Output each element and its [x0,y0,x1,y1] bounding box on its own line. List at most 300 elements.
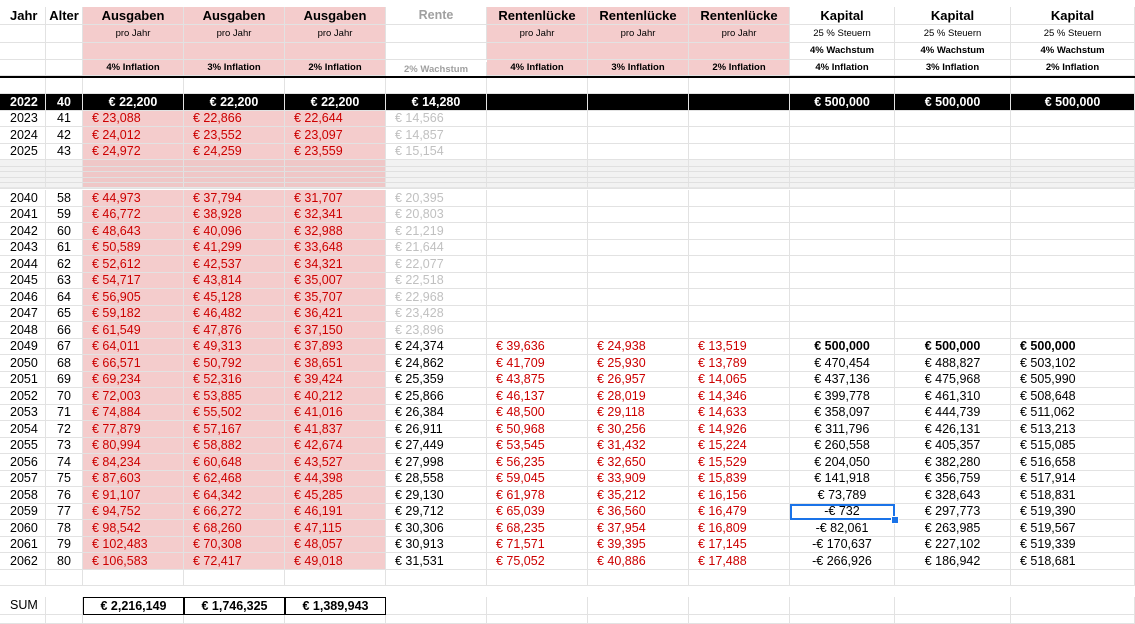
col-header-rentenluecke[interactable] [689,7,790,25]
rentenluecke-cell[interactable] [487,405,588,422]
rentenluecke-cell[interactable] [689,355,790,372]
sum-a3[interactable] [184,597,285,615]
rentenluecke-cell[interactable] [588,520,689,537]
kapital-cell[interactable] [895,487,1011,504]
kapital-cell[interactable] [895,322,1011,339]
kapital-cell[interactable] [790,240,895,257]
kapital-cell[interactable] [1011,339,1135,356]
row-alter[interactable] [46,144,83,161]
kapital-cell[interactable] [1011,520,1135,537]
ausgaben-cell[interactable] [285,520,386,537]
subheader-inflation[interactable] [285,60,386,76]
empty-cell[interactable] [588,78,689,94]
subheader-wachstum[interactable] [895,43,1011,60]
empty-cell[interactable] [689,597,790,615]
row-jahr[interactable] [0,454,46,471]
rentenluecke-cell[interactable] [487,454,588,471]
rentenluecke-cell[interactable] [588,454,689,471]
rentenluecke-cell[interactable] [487,240,588,257]
kapital-cell[interactable] [790,127,895,144]
kapital-cell[interactable] [1011,438,1135,455]
rentenluecke-cell[interactable] [689,306,790,323]
kapital-cell[interactable] [895,471,1011,488]
rentenluecke-cell[interactable] [487,127,588,144]
kapital-cell[interactable] [1011,322,1135,339]
row-jahr[interactable] [0,405,46,422]
kapital-cell[interactable] [1011,289,1135,306]
rentenluecke-cell[interactable] [689,471,790,488]
rentenluecke-cell[interactable] [689,322,790,339]
subheader-inflation[interactable] [184,60,285,76]
subheader-pro-jahr[interactable] [184,25,285,43]
kapital-cell[interactable] [895,306,1011,323]
ausgaben-cell[interactable] [184,537,285,554]
rentenluecke-cell[interactable] [689,421,790,438]
subheader-steuern[interactable] [790,25,895,43]
ausgaben-cell[interactable] [83,421,184,438]
subheader-inflation[interactable] [487,60,588,76]
kapital-cell[interactable] [895,144,1011,161]
ausgaben-cell[interactable] [285,487,386,504]
rentenluecke-cell[interactable] [689,372,790,389]
empty-cell[interactable] [689,615,790,624]
rentenluecke-cell[interactable] [487,94,588,111]
row-jahr[interactable] [0,388,46,405]
row-jahr[interactable] [0,322,46,339]
row-alter[interactable] [46,339,83,356]
kapital-cell[interactable] [1011,127,1135,144]
ausgaben-cell[interactable] [83,487,184,504]
sum-a2[interactable] [285,597,386,615]
empty-cell[interactable] [588,188,689,189]
rente-cell[interactable] [386,537,487,554]
kapital-cell[interactable] [1011,256,1135,273]
ausgaben-cell[interactable] [83,190,184,207]
kapital-cell[interactable] [1011,190,1135,207]
ausgaben-cell[interactable] [83,454,184,471]
rente-cell[interactable] [386,355,487,372]
ausgaben-cell[interactable] [83,306,184,323]
rentenluecke-cell[interactable] [487,421,588,438]
rente-cell[interactable] [386,289,487,306]
rente-cell[interactable] [386,553,487,570]
col-header-kapital[interactable] [895,7,1011,25]
row-alter[interactable] [46,405,83,422]
rente-cell[interactable] [386,405,487,422]
ausgaben-cell[interactable] [184,504,285,521]
rentenluecke-cell[interactable] [588,111,689,128]
empty-cell[interactable] [46,60,83,76]
empty-cell[interactable] [895,570,1011,586]
ausgaben-cell[interactable] [83,520,184,537]
rentenluecke-cell[interactable] [588,553,689,570]
kapital-cell[interactable] [1011,405,1135,422]
ausgaben-cell[interactable] [83,537,184,554]
kapital-cell[interactable] [1011,306,1135,323]
empty-cell[interactable] [895,78,1011,94]
fill-handle[interactable] [891,516,899,524]
ausgaben-cell[interactable] [184,454,285,471]
rentenluecke-cell[interactable] [689,190,790,207]
rente-cell[interactable] [386,454,487,471]
row-jahr[interactable] [0,487,46,504]
ausgaben-cell[interactable] [285,454,386,471]
kapital-cell[interactable] [895,553,1011,570]
ausgaben-cell[interactable] [184,553,285,570]
kapital-cell[interactable] [790,339,895,356]
rentenluecke-cell[interactable] [689,289,790,306]
kapital-cell[interactable] [790,223,895,240]
rentenluecke-cell[interactable] [588,306,689,323]
ausgaben-cell[interactable] [83,405,184,422]
kapital-cell[interactable] [790,256,895,273]
row-jahr[interactable] [0,306,46,323]
empty-cell[interactable] [0,570,46,586]
empty-cell[interactable] [588,615,689,624]
row-jahr[interactable] [0,504,46,521]
col-header-ausgaben[interactable] [83,7,184,25]
row-jahr[interactable] [0,537,46,554]
ausgaben-cell[interactable] [83,240,184,257]
ausgaben-cell[interactable] [184,372,285,389]
rentenluecke-cell[interactable] [588,322,689,339]
rentenluecke-cell[interactable] [689,438,790,455]
subheader-pro-jahr[interactable] [588,25,689,43]
empty-cell[interactable] [487,570,588,586]
subheader-inflation[interactable] [689,60,790,76]
ausgaben-cell[interactable] [184,190,285,207]
kapital-cell[interactable] [790,273,895,290]
kapital-cell[interactable] [1011,355,1135,372]
ausgaben-cell[interactable] [83,372,184,389]
ausgaben-cell[interactable] [285,405,386,422]
rentenluecke-cell[interactable] [487,438,588,455]
row-jahr[interactable] [0,223,46,240]
row-alter[interactable] [46,306,83,323]
kapital-cell[interactable] [1011,553,1135,570]
empty-cell[interactable] [386,597,487,615]
ausgaben-cell[interactable] [83,438,184,455]
ausgaben-cell[interactable] [184,273,285,290]
kapital-cell[interactable] [895,273,1011,290]
subheader-pro-jahr[interactable] [83,25,184,43]
ausgaben-cell[interactable] [285,111,386,128]
kapital-cell[interactable] [790,537,895,554]
row-jahr[interactable] [0,207,46,224]
selected-cell[interactable] [790,504,895,521]
rentenluecke-cell[interactable] [689,223,790,240]
subheader-wachstum[interactable] [1011,43,1135,60]
rente-cell[interactable] [386,339,487,356]
rentenluecke-cell[interactable] [689,487,790,504]
ausgaben-cell[interactable] [184,421,285,438]
rente-cell[interactable] [386,144,487,161]
rentenluecke-cell[interactable] [689,405,790,422]
empty-cell[interactable] [1011,188,1135,189]
rentenluecke-cell[interactable] [588,372,689,389]
col-header-kapital[interactable] [1011,7,1135,25]
empty-cell[interactable] [487,615,588,624]
row-alter[interactable] [46,322,83,339]
empty-cell[interactable] [588,570,689,586]
rente-cell[interactable] [386,471,487,488]
row-jahr[interactable] [0,256,46,273]
ausgaben-cell[interactable] [285,256,386,273]
rentenluecke-cell[interactable] [689,256,790,273]
subheader-inflation[interactable] [895,60,1011,76]
subheader-pro-jahr[interactable] [689,25,790,43]
subheader-steuern[interactable] [895,25,1011,43]
kapital-cell[interactable] [895,372,1011,389]
rentenluecke-cell[interactable] [487,520,588,537]
rente-cell[interactable] [386,94,487,111]
row-jahr[interactable] [0,438,46,455]
ausgaben-cell[interactable] [184,438,285,455]
ausgaben-cell[interactable] [184,388,285,405]
empty-cell[interactable] [386,43,487,60]
rente-cell[interactable] [386,256,487,273]
ausgaben-cell[interactable] [285,289,386,306]
ausgaben-cell[interactable] [83,111,184,128]
empty-cell[interactable] [46,615,83,624]
empty-cell[interactable] [83,43,184,60]
rentenluecke-cell[interactable] [689,537,790,554]
empty-cell[interactable] [0,78,46,94]
rentenluecke-cell[interactable] [689,144,790,161]
ausgaben-cell[interactable] [285,144,386,161]
ausgaben-cell[interactable] [184,223,285,240]
rente-cell[interactable] [386,127,487,144]
empty-cell[interactable] [285,43,386,60]
ausgaben-cell[interactable] [83,322,184,339]
kapital-cell[interactable] [790,111,895,128]
kapital-cell[interactable] [895,223,1011,240]
subheader-inflation[interactable] [1011,60,1135,76]
row-jahr[interactable] [0,111,46,128]
row-alter[interactable] [46,190,83,207]
rentenluecke-cell[interactable] [689,520,790,537]
rente-cell[interactable] [386,306,487,323]
empty-cell[interactable] [0,25,46,43]
rentenluecke-cell[interactable] [588,144,689,161]
empty-cell[interactable] [285,570,386,586]
kapital-cell[interactable] [790,306,895,323]
kapital-cell[interactable] [790,144,895,161]
empty-cell[interactable] [285,188,386,189]
ausgaben-cell[interactable] [184,487,285,504]
kapital-cell[interactable] [1011,421,1135,438]
rente-cell[interactable] [386,388,487,405]
row-alter[interactable] [46,111,83,128]
rentenluecke-cell[interactable] [487,372,588,389]
rentenluecke-cell[interactable] [487,273,588,290]
ausgaben-cell[interactable] [184,240,285,257]
rente-cell[interactable] [386,520,487,537]
empty-cell[interactable] [487,43,588,60]
subheader-pro-jahr[interactable] [487,25,588,43]
ausgaben-cell[interactable] [83,504,184,521]
rentenluecke-cell[interactable] [588,207,689,224]
rente-cell[interactable] [386,504,487,521]
empty-cell[interactable] [46,25,83,43]
subheader-pro-jahr[interactable] [285,25,386,43]
ausgaben-cell[interactable] [285,355,386,372]
ausgaben-cell[interactable] [83,388,184,405]
col-header-jahr[interactable] [0,7,46,25]
ausgaben-cell[interactable] [83,144,184,161]
ausgaben-cell[interactable] [184,306,285,323]
row-alter[interactable] [46,256,83,273]
subheader-inflation[interactable] [790,60,895,76]
empty-cell[interactable] [790,188,895,189]
kapital-cell[interactable] [895,537,1011,554]
rentenluecke-cell[interactable] [588,355,689,372]
col-header-rentenluecke[interactable] [588,7,689,25]
subheader-inflation[interactable] [588,60,689,76]
row-alter[interactable] [46,504,83,521]
kapital-cell[interactable] [895,421,1011,438]
row-jahr[interactable] [0,127,46,144]
empty-cell[interactable] [1011,78,1135,94]
sum-label[interactable] [0,597,46,615]
kapital-cell[interactable] [790,94,895,111]
rentenluecke-cell[interactable] [487,553,588,570]
rentenluecke-cell[interactable] [689,240,790,257]
ausgaben-cell[interactable] [184,144,285,161]
ausgaben-cell[interactable] [184,256,285,273]
kapital-cell[interactable] [1011,471,1135,488]
row-jahr[interactable] [0,289,46,306]
empty-cell[interactable] [790,570,895,586]
kapital-cell[interactable] [1011,454,1135,471]
ausgaben-cell[interactable] [285,504,386,521]
empty-cell[interactable] [790,615,895,624]
ausgaben-cell[interactable] [184,111,285,128]
rentenluecke-cell[interactable] [588,487,689,504]
rentenluecke-cell[interactable] [487,471,588,488]
ausgaben-cell[interactable] [285,273,386,290]
row-jahr[interactable] [0,355,46,372]
rentenluecke-cell[interactable] [689,454,790,471]
kapital-cell[interactable] [790,421,895,438]
empty-cell[interactable] [895,615,1011,624]
ausgaben-cell[interactable] [285,223,386,240]
rente-cell[interactable] [386,322,487,339]
rentenluecke-cell[interactable] [487,388,588,405]
kapital-cell[interactable] [790,190,895,207]
kapital-cell[interactable] [790,355,895,372]
kapital-cell[interactable] [790,372,895,389]
rentenluecke-cell[interactable] [588,504,689,521]
col-header-ausgaben[interactable] [285,7,386,25]
rentenluecke-cell[interactable] [487,190,588,207]
empty-cell[interactable] [895,597,1011,615]
rentenluecke-cell[interactable] [487,339,588,356]
kapital-cell[interactable] [790,487,895,504]
empty-cell[interactable] [1011,570,1135,586]
empty-cell[interactable] [386,25,487,43]
ausgaben-cell[interactable] [83,94,184,111]
kapital-cell[interactable] [1011,504,1135,521]
empty-cell[interactable] [689,570,790,586]
rentenluecke-cell[interactable] [487,144,588,161]
rentenluecke-cell[interactable] [487,355,588,372]
ausgaben-cell[interactable] [285,553,386,570]
kapital-cell[interactable] [790,520,895,537]
row-alter[interactable] [46,127,83,144]
rentenluecke-cell[interactable] [487,306,588,323]
row-alter[interactable] [46,289,83,306]
empty-cell[interactable] [895,188,1011,189]
row-alter[interactable] [46,553,83,570]
kapital-cell[interactable] [1011,537,1135,554]
rente-cell[interactable] [386,111,487,128]
row-alter[interactable] [46,355,83,372]
ausgaben-cell[interactable] [184,405,285,422]
ausgaben-cell[interactable] [285,471,386,488]
empty-cell[interactable] [46,43,83,60]
ausgaben-cell[interactable] [285,306,386,323]
empty-cell[interactable] [83,570,184,586]
row-alter[interactable] [46,372,83,389]
empty-cell[interactable] [588,43,689,60]
rentenluecke-cell[interactable] [588,190,689,207]
rentenluecke-cell[interactable] [487,504,588,521]
ausgaben-cell[interactable] [184,289,285,306]
kapital-cell[interactable] [790,207,895,224]
ausgaben-cell[interactable] [83,289,184,306]
kapital-cell[interactable] [895,127,1011,144]
empty-cell[interactable] [83,78,184,94]
empty-cell[interactable] [790,597,895,615]
row-jahr[interactable] [0,372,46,389]
kapital-cell[interactable] [895,438,1011,455]
empty-cell[interactable] [0,60,46,76]
kapital-cell[interactable] [895,207,1011,224]
ausgaben-cell[interactable] [184,339,285,356]
row-alter[interactable] [46,94,83,111]
rentenluecke-cell[interactable] [689,553,790,570]
row-jahr[interactable] [0,339,46,356]
row-jahr[interactable] [0,421,46,438]
rentenluecke-cell[interactable] [487,487,588,504]
rentenluecke-cell[interactable] [689,504,790,521]
empty-cell[interactable] [386,615,487,624]
empty-cell[interactable] [184,188,285,189]
rentenluecke-cell[interactable] [689,339,790,356]
ausgaben-cell[interactable] [184,207,285,224]
rentenluecke-cell[interactable] [588,223,689,240]
empty-cell[interactable] [285,78,386,94]
row-jahr[interactable] [0,273,46,290]
kapital-cell[interactable] [895,355,1011,372]
empty-cell[interactable] [1011,615,1135,624]
empty-cell[interactable] [588,597,689,615]
kapital-cell[interactable] [790,553,895,570]
rente-cell[interactable] [386,487,487,504]
ausgaben-cell[interactable] [285,94,386,111]
col-header-ausgaben[interactable] [184,7,285,25]
col-header-rente[interactable] [386,7,487,25]
rente-cell[interactable] [386,273,487,290]
rentenluecke-cell[interactable] [689,207,790,224]
ausgaben-cell[interactable] [285,339,386,356]
ausgaben-cell[interactable] [184,322,285,339]
kapital-cell[interactable] [895,94,1011,111]
kapital-cell[interactable] [1011,273,1135,290]
rente-cell[interactable] [386,240,487,257]
kapital-cell[interactable] [895,405,1011,422]
